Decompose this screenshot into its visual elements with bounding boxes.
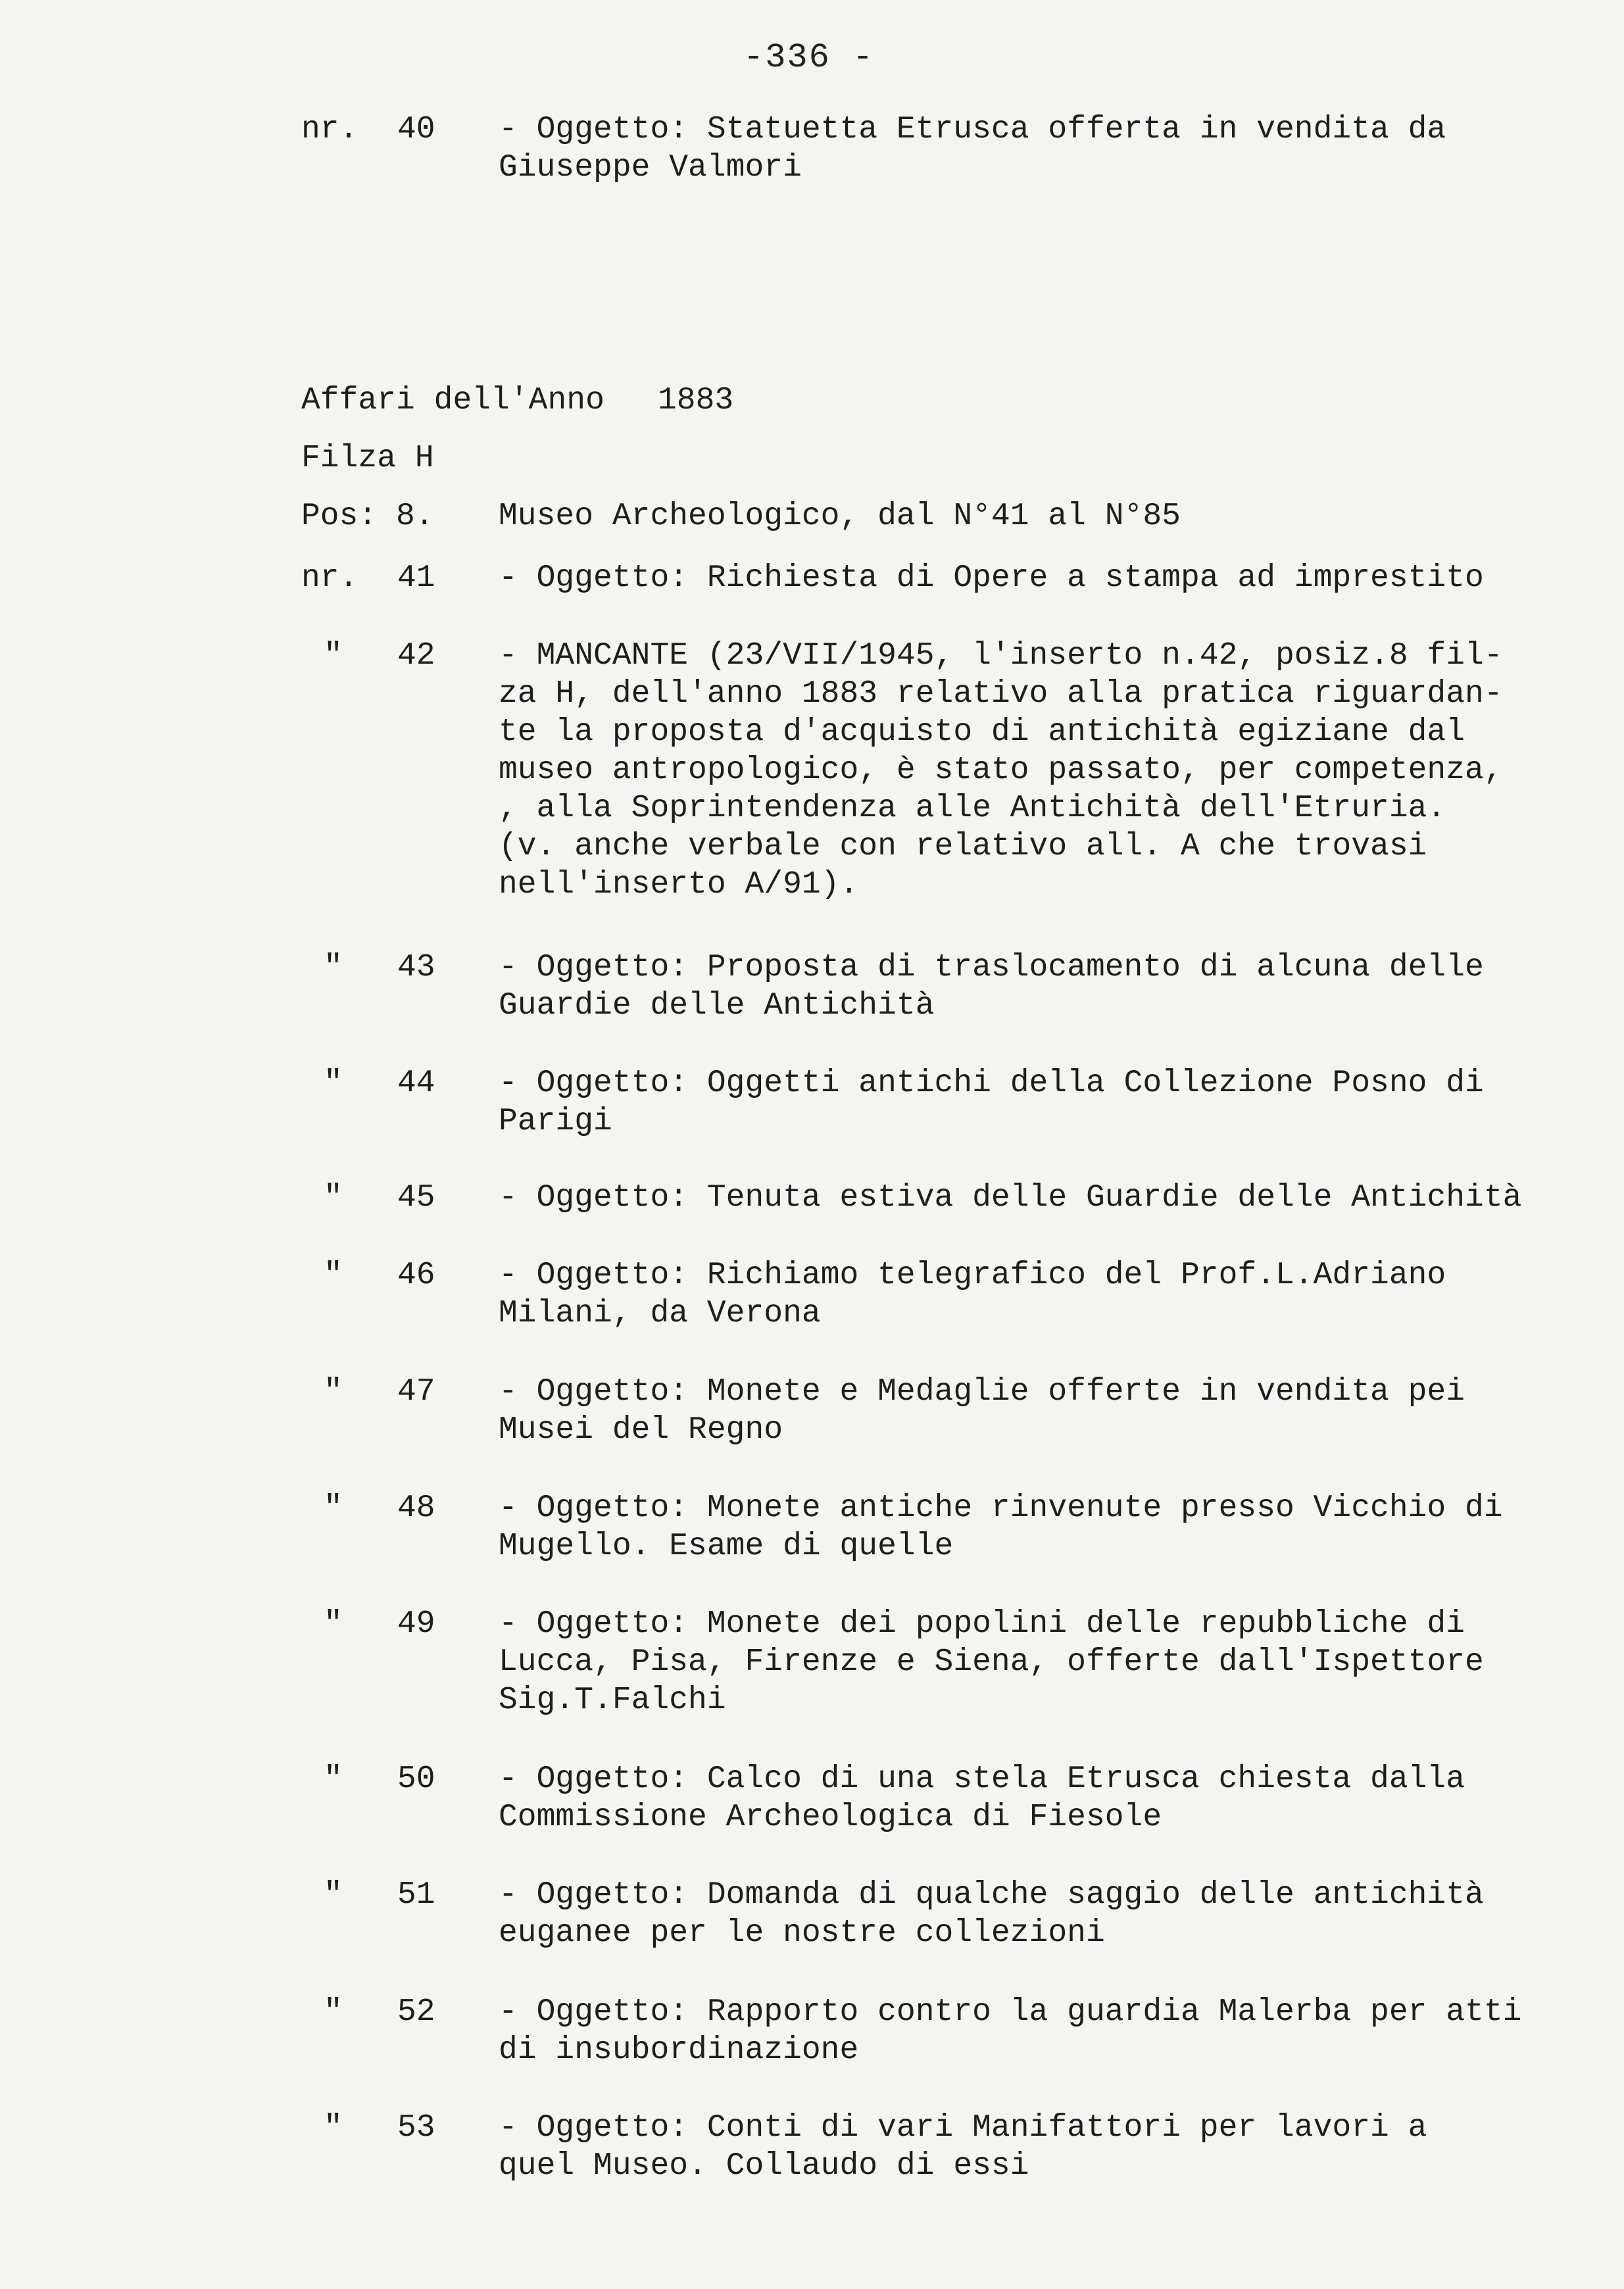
- entry-number: 40: [397, 112, 435, 147]
- entry-text: [499, 1876, 1590, 1952]
- entry-number: 47: [397, 1374, 435, 1410]
- pos-text: Museo Archeologico, dal N°41 al N°85: [499, 499, 1181, 534]
- entry-line: euganee per le nostre collezioni: [499, 1915, 1105, 1951]
- entry-line: Commissione Archeologica di Fiesole: [499, 1800, 1162, 1835]
- entry-prefix: ": [324, 2110, 343, 2146]
- entry-line: Lucca, Pisa, Firenze e Siena, offerte dall'Ispettore: [499, 1644, 1484, 1680]
- entry-line: Guardie delle Antichità: [499, 988, 935, 1023]
- entry-line: - Oggetto: Oggetti antichi della Collezione Posno di: [499, 1066, 1484, 1101]
- entry-line: di insubordinazione: [499, 2032, 859, 2068]
- entry-line: - Oggetto: Conti di vari Manifattori per lavori a: [499, 2110, 1427, 2146]
- entry-text: [499, 1179, 1590, 1217]
- pos-label: Pos: 8.: [301, 499, 434, 534]
- page-number: -336 -: [743, 38, 875, 77]
- entry-line: - Oggetto: Monete dei popolini delle repubbliche di: [499, 1606, 1465, 1642]
- entry-line: Mugello. Esame di quelle: [499, 1529, 954, 1564]
- filza-label: Filza H: [301, 441, 434, 476]
- entry-number: 45: [397, 1180, 435, 1216]
- entry-line: quel Museo. Collaudo di essi: [499, 2148, 1029, 2184]
- affari-label: Affari dell'Anno: [301, 383, 604, 418]
- entry-line: - Oggetto: Monete antiche rinvenute presso Vicchio di: [499, 1490, 1503, 1526]
- entry-number: 51: [397, 1877, 435, 1913]
- entry-line: Musei del Regno: [499, 1412, 783, 1448]
- entry-prefix: ": [324, 950, 343, 985]
- entry-prefix: ": [324, 638, 343, 674]
- entry-prefix: nr.: [301, 112, 358, 147]
- affari-year: 1883: [658, 383, 734, 418]
- entry-line: museo antropologico, è stato passato, per competenza,: [499, 752, 1503, 788]
- entry-text: [499, 559, 1590, 597]
- entry-line: - Oggetto: Richiamo telegrafico del Prof.L.Adriano: [499, 1258, 1446, 1293]
- entry-line: Parigi: [499, 1104, 612, 1139]
- entry-number: 49: [397, 1606, 435, 1642]
- entry-text: [499, 1064, 1590, 1141]
- entry-line: te la proposta d'acquisto di antichità egiziane dal: [499, 714, 1465, 750]
- entry-text: [499, 2109, 1590, 2185]
- entry-prefix: ": [324, 1606, 343, 1642]
- entry-prefix: ": [324, 1877, 343, 1913]
- entry-prefix: ": [324, 1994, 343, 2030]
- entry-prefix: ": [324, 1490, 343, 1526]
- entry-number: 53: [397, 2110, 435, 2146]
- entry-text: [499, 1760, 1590, 1836]
- entry-text: [499, 948, 1590, 1025]
- entry-text: [499, 637, 1590, 904]
- entry-line: - Oggetto: Rapporto contro la guardia Malerba per atti: [499, 1994, 1522, 2030]
- entry-prefix: ": [324, 1761, 343, 1797]
- entry-text: [499, 1993, 1590, 2069]
- entry-text: [499, 1605, 1590, 1719]
- entry-prefix: ": [324, 1374, 343, 1410]
- entry-number: 48: [397, 1490, 435, 1526]
- entry-number: 43: [397, 950, 435, 985]
- entry-line: - Oggetto: Statuetta Etrusca offerta in vendita da: [499, 112, 1446, 147]
- entry-line: - MANCANTE (23/VII/1945, l'inserto n.42, posiz.8 fil-: [499, 638, 1503, 674]
- entry-number: 42: [397, 638, 435, 674]
- entry-number: 46: [397, 1258, 435, 1293]
- entry-number: 50: [397, 1761, 435, 1797]
- entry-line: za H, dell'anno 1883 relativo alla pratica riguardan-: [499, 676, 1503, 712]
- entry-text: [499, 111, 1590, 187]
- entry-line: - Oggetto: Monete e Medaglie offerte in vendita pei: [499, 1374, 1465, 1410]
- entry-line: - Oggetto: Proposta di traslocamento di alcuna delle: [499, 950, 1484, 985]
- entry-line: nell'inserto A/91).: [499, 867, 859, 902]
- entry-prefix: nr.: [301, 560, 358, 596]
- entry-number: 52: [397, 1994, 435, 2030]
- entry-line: - Oggetto: Tenuta estiva delle Guardie delle Antichità: [499, 1180, 1522, 1216]
- entry-line: - Oggetto: Domanda di qualche saggio delle antichità: [499, 1877, 1484, 1913]
- entry-text: [499, 1373, 1590, 1449]
- entry-number: 44: [397, 1066, 435, 1101]
- entry-number: 41: [397, 560, 435, 596]
- entry-line: Milani, da Verona: [499, 1296, 821, 1331]
- entry-line: , alla Soprintendenza alle Antichità dell'Etruria.: [499, 791, 1446, 826]
- entry-text: [499, 1256, 1590, 1333]
- entry-text: [499, 1489, 1590, 1565]
- entry-line: Sig.T.Falchi: [499, 1683, 726, 1718]
- entry-line: - Oggetto: Calco di una stela Etrusca chiesta dalla: [499, 1761, 1465, 1797]
- entry-line: (v. anche verbale con relativo all. A che trovasi: [499, 829, 1427, 864]
- entry-line: Giuseppe Valmori: [499, 150, 802, 185]
- entry-prefix: ": [324, 1258, 343, 1293]
- entry-prefix: ": [324, 1180, 343, 1216]
- entry-prefix: ": [324, 1066, 343, 1101]
- entry-line: - Oggetto: Richiesta di Opere a stampa ad imprestito: [499, 560, 1484, 596]
